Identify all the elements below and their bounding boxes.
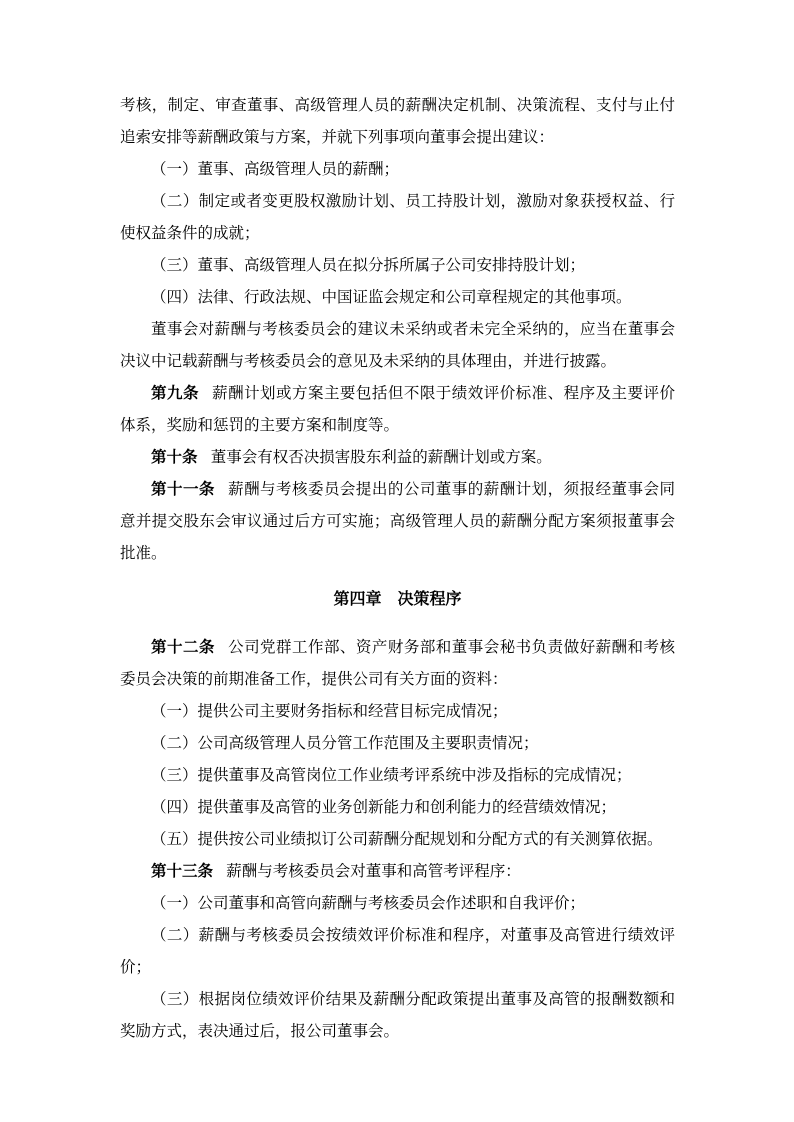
paragraph: （二）公司高级管理人员分管工作范围及主要职责情况； bbox=[151, 735, 539, 752]
chapter-heading: 第四章 决策程序 bbox=[333, 591, 462, 608]
paragraph: （一）提供公司主要财务指标和经营目标完成情况； bbox=[151, 703, 508, 720]
article-number: 第十条 bbox=[151, 449, 198, 466]
document-body bbox=[120, 90, 675, 1048]
paragraph: 第十条 董事会有权否决损害股东利益的薪酬计划或方案。 bbox=[151, 449, 552, 466]
paragraph: 第十二条 公司党群工作部、资产财务部和董事会秘书负责做好薪酬和考核委员会决策的前期准备工作，提供公司有关方面的资料： bbox=[120, 639, 675, 688]
paragraph: 董事会对薪酬与考核委员会的建议未采纳或者未完全采纳的，应当在董事会决议中记载薪酬与考核委员会的意见及未采纳的具体理由，并进行披露。 bbox=[120, 321, 675, 370]
article-number: 第九条 bbox=[151, 385, 199, 402]
paragraph: （四）提供董事及高管的业务创新能力和创利能力的经营绩效情况； bbox=[151, 799, 617, 816]
article-number: 第十三条 bbox=[151, 863, 214, 880]
paragraph: 第十三条 薪酬与考核委员会对董事和高管考评程序： bbox=[151, 863, 521, 880]
paragraph: （三）董事、高级管理人员在拟分拆所属子公司安排持股计划； bbox=[151, 257, 586, 274]
paragraph: （四）法律、行政法规、中国证监会规定和公司章程规定的其他事项。 bbox=[151, 289, 632, 306]
paragraph: （一）公司董事和高管向薪酬与考核委员会作述职和自我评价； bbox=[151, 895, 586, 912]
paragraph: （一）董事、高级管理人员的薪酬； bbox=[151, 161, 400, 178]
paragraph: 第九条 薪酬计划或方案主要包括但不限于绩效评价标准、程序及主要评价体系，奖励和惩罚的主要方案和制度等。 bbox=[120, 385, 675, 434]
paragraph: 第十一条 薪酬与考核委员会提出的公司董事的薪酬计划，须报经董事会同意并提交股东会审议通过后方可实施；高级管理人员的薪酬分配方案须报董事会批准。 bbox=[120, 481, 675, 562]
paragraph: （二）制定或者变更股权激励计划、员工持股计划，激励对象获授权益、行使权益条件的成就； bbox=[120, 193, 675, 242]
paragraph: 考核，制定、审查董事、高级管理人员的薪酬决定机制、决策流程、支付与止付追索安排等薪酬政策与方案，并就下列事项向董事会提出建议： bbox=[120, 97, 675, 146]
paragraph: （三）提供董事及高管岗位工作业绩考评系统中涉及指标的完成情况； bbox=[151, 767, 632, 784]
paragraph: （二）薪酬与考核委员会按绩效评价标准和程序，对董事及高管进行绩效评价； bbox=[120, 927, 675, 976]
article-number: 第十一条 bbox=[151, 481, 215, 498]
paragraph: （五）提供按公司业绩拟订公司薪酬分配规划和分配方式的有关测算依据。 bbox=[151, 831, 663, 848]
article-number: 第十二条 bbox=[151, 639, 215, 656]
paragraph: （三）根据岗位绩效评价结果及薪酬分配政策提出董事及高管的报酬数额和奖励方式，表决通过后，报公司董事会。 bbox=[120, 991, 675, 1040]
